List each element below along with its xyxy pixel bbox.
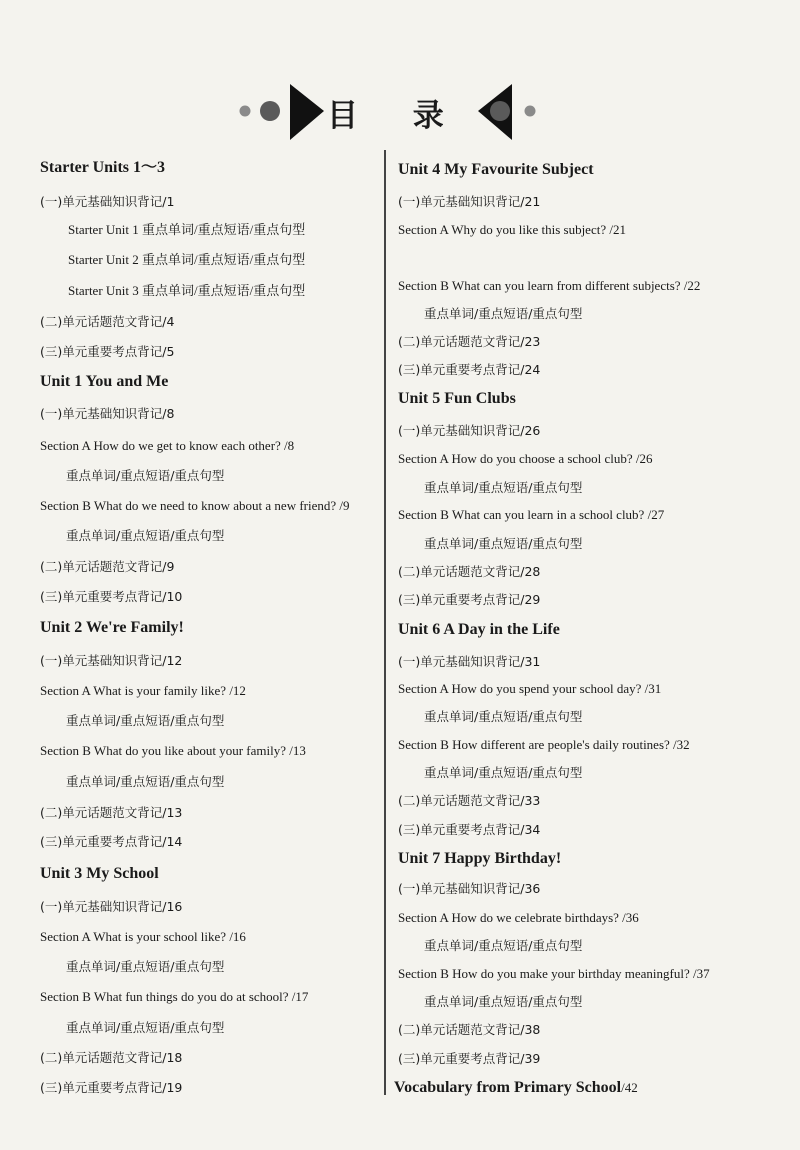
subtopic-entry: 重点单词/重点短语/重点句型 bbox=[424, 994, 583, 1009]
subtopic-entry: 重点单词/重点短语/重点句型 bbox=[424, 536, 583, 551]
toc-entry: (一)单元基础知识背记/16 bbox=[40, 899, 183, 914]
section-entry: Section A How do you spend your school day? /31 bbox=[398, 681, 662, 696]
subtopic-entry: Starter Unit 2 重点单词/重点短语/重点句型 bbox=[68, 252, 306, 267]
column-divider bbox=[384, 150, 386, 1095]
unit-heading: Unit 3 My School bbox=[40, 865, 159, 882]
toc-entry: (二)单元话题范文背记/9 bbox=[40, 559, 175, 574]
section-entry: Section A How do we get to know each other? /8 bbox=[40, 438, 295, 453]
toc-entry: (二)单元话题范文背记/4 bbox=[40, 314, 175, 329]
toc-entry: (一)单元基础知识背记/1 bbox=[40, 194, 175, 209]
section-entry: Section A Why do you like this subject? /21 bbox=[398, 222, 626, 237]
vocabulary-title: Vocabulary from Primary School bbox=[394, 1079, 622, 1096]
toc-entry: (三)单元重要考点背记/39 bbox=[398, 1051, 541, 1066]
toc-entry: (三)单元重要考点背记/19 bbox=[40, 1080, 183, 1095]
section-entry: Section A How do you choose a school club? /26 bbox=[398, 451, 653, 466]
toc-entry: (三)单元重要考点背记/24 bbox=[398, 362, 541, 377]
toc-entry: (一)单元基础知识背记/31 bbox=[398, 654, 541, 669]
toc-entry: (二)单元话题范文背记/13 bbox=[40, 805, 183, 820]
section-entry: Section B What can you learn from different subjects? /22 bbox=[398, 278, 701, 293]
subtopic-entry: Starter Unit 3 重点单词/重点短语/重点句型 bbox=[68, 283, 306, 298]
section-entry: Section B What can you learn in a school club? /27 bbox=[398, 507, 665, 522]
toc-entry: (三)单元重要考点背记/29 bbox=[398, 592, 541, 607]
toc-entry: (一)单元基础知识背记/8 bbox=[40, 406, 175, 421]
subtopic-entry: 重点单词/重点短语/重点句型 bbox=[66, 713, 225, 728]
toc-entry: (一)单元基础知识背记/12 bbox=[40, 653, 183, 668]
page-number: /42 bbox=[621, 1080, 638, 1095]
section-entry: Section A What is your school like? /16 bbox=[40, 929, 246, 944]
toc-entry: (二)单元话题范文背记/33 bbox=[398, 793, 541, 808]
vocabulary-entry bbox=[394, 1080, 638, 1096]
unit-heading: Starter Units 1～3 bbox=[40, 159, 166, 176]
subtopic-entry: 重点单词/重点短语/重点句型 bbox=[424, 306, 583, 321]
toc-entry: (二)单元话题范文背记/18 bbox=[40, 1050, 183, 1065]
page-title: 目 录 bbox=[327, 98, 466, 134]
unit-heading: Unit 2 We're Family! bbox=[40, 619, 184, 636]
section-entry: Section B What do you like about your family? /13 bbox=[40, 743, 306, 758]
subtopic-entry: 重点单词/重点短语/重点句型 bbox=[424, 709, 583, 724]
toc-header bbox=[232, 78, 552, 142]
section-entry: Section B How different are people's daily routines? /32 bbox=[398, 737, 690, 752]
unit-heading: Unit 5 Fun Clubs bbox=[398, 390, 516, 407]
toc-entry: (二)单元话题范文背记/28 bbox=[398, 564, 541, 579]
subtopic-entry: 重点单词/重点短语/重点句型 bbox=[66, 528, 225, 543]
subtopic-entry: 重点单词/重点短语/重点句型 bbox=[66, 1020, 225, 1035]
subtopic-entry: 重点单词/重点短语/重点句型 bbox=[424, 480, 583, 495]
subtopic-entry: 重点单词/重点短语/重点句型 bbox=[66, 959, 225, 974]
unit-heading: Unit 4 My Favourite Subject bbox=[398, 161, 594, 178]
subtopic-entry: 重点单词/重点短语/重点句型 bbox=[424, 765, 583, 780]
unit-heading: Unit 1 You and Me bbox=[40, 373, 169, 390]
subtopic-entry: 重点单词/重点短语/重点句型 bbox=[424, 938, 583, 953]
section-entry: Section B What do we need to know about a new friend? /9 bbox=[40, 498, 350, 513]
toc-entry: (二)单元话题范文背记/38 bbox=[398, 1022, 541, 1037]
toc-entry: (二)单元话题范文背记/23 bbox=[398, 334, 541, 349]
subtopic-entry: 重点单词/重点短语/重点句型 bbox=[66, 468, 225, 483]
toc-entry: (一)单元基础知识背记/36 bbox=[398, 881, 541, 896]
subtopic-entry: Starter Unit 1 重点单词/重点短语/重点句型 bbox=[68, 222, 306, 237]
section-entry: Section B What fun things do you do at school? /17 bbox=[40, 989, 309, 1004]
section-entry: Section A What is your family like? /12 bbox=[40, 683, 246, 698]
toc-entry: (三)单元重要考点背记/10 bbox=[40, 589, 183, 604]
toc-entry: (三)单元重要考点背记/34 bbox=[398, 822, 541, 837]
unit-heading: Unit 6 A Day in the Life bbox=[398, 621, 560, 638]
toc-entry: (三)单元重要考点背记/14 bbox=[40, 834, 183, 849]
section-entry: Section B How do you make your birthday meaningful? /37 bbox=[398, 966, 710, 981]
section-entry: Section A How do we celebrate birthdays? /36 bbox=[398, 910, 639, 925]
toc-entry: (一)单元基础知识背记/26 bbox=[398, 423, 541, 438]
toc-entry: (一)单元基础知识背记/21 bbox=[398, 194, 541, 209]
toc-entry: (三)单元重要考点背记/5 bbox=[40, 344, 175, 359]
unit-heading: Unit 7 Happy Birthday! bbox=[398, 850, 562, 867]
subtopic-entry: 重点单词/重点短语/重点句型 bbox=[66, 774, 225, 789]
